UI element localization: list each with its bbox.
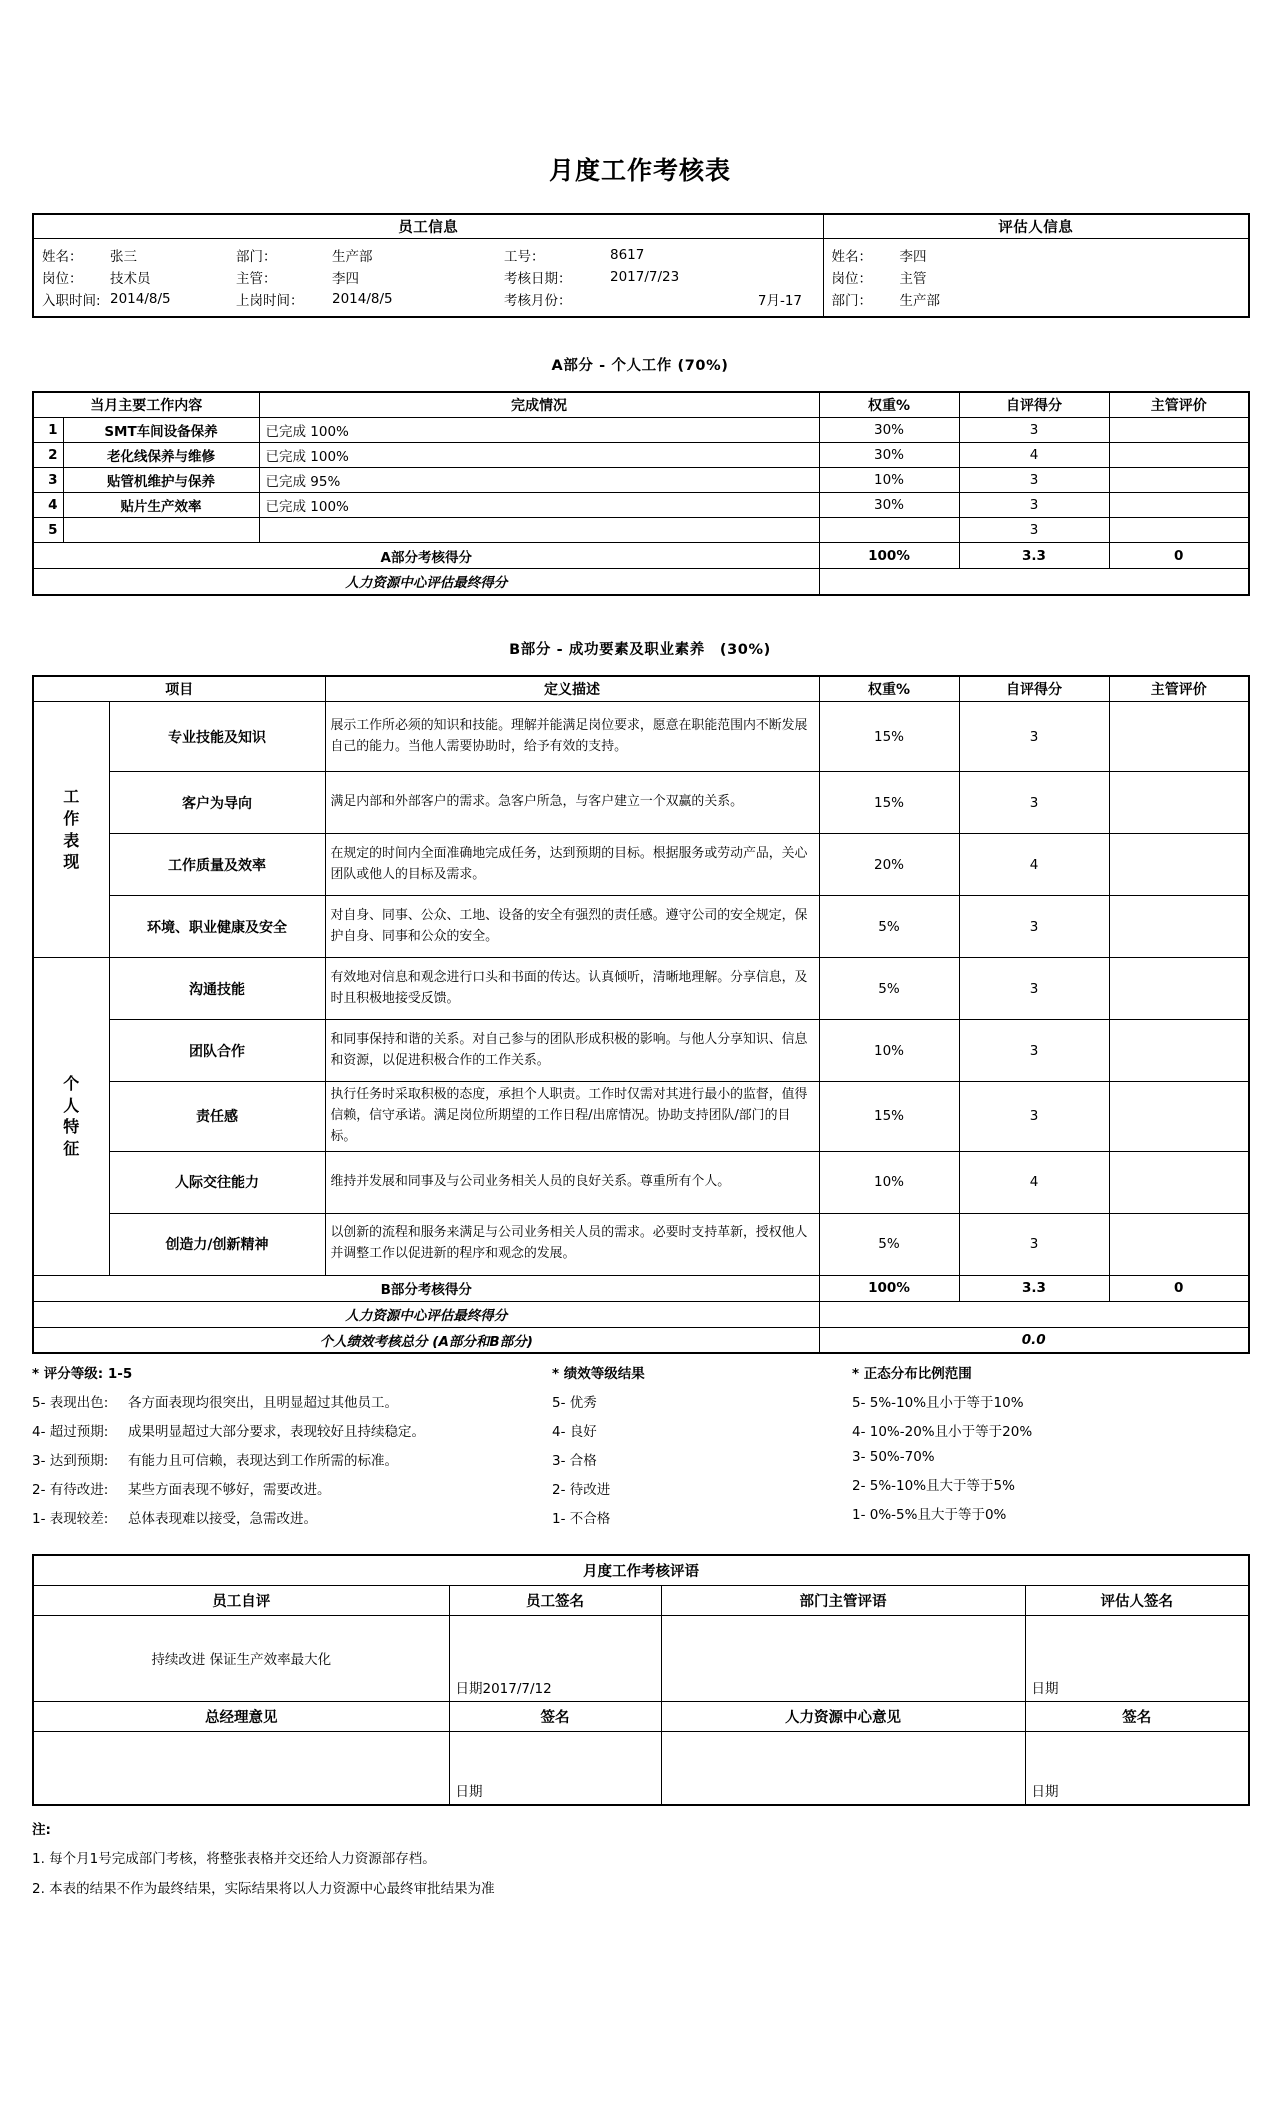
part-a-table	[32, 391, 1250, 596]
criterion-supervisor-score	[1109, 1213, 1249, 1275]
category-char: 人	[63, 1095, 80, 1115]
task-self-score: 3	[959, 518, 1109, 543]
notes-block	[32, 1818, 1248, 1897]
part-b-hr-label: 人力资源中心评估最终得分	[33, 1301, 819, 1327]
col-weight: 权重%	[819, 392, 959, 418]
task-self-score: 4	[959, 443, 1109, 468]
category-char: 征	[63, 1138, 80, 1158]
note-line: 1. 每个月1号完成部门考核，将整张表格并交还给人力资源部存档。	[32, 1851, 436, 1868]
evaluator-info-header: 评估人信息	[823, 214, 1249, 238]
dept-supervisor-comment-cell[interactable]	[661, 1615, 1025, 1701]
employee-name-label: 姓名：	[42, 248, 83, 265]
employee-name-value: 张三	[110, 248, 137, 265]
criterion-weight: 5%	[819, 896, 959, 958]
employee-id-label: 工号：	[504, 248, 545, 265]
col-definition: 定义描述	[325, 676, 819, 702]
info-table	[32, 213, 1250, 318]
evaluator-signature-cell[interactable]	[1025, 1615, 1249, 1701]
task-status: 已完成 100%	[259, 493, 819, 518]
task-status: 已完成 100%	[259, 418, 819, 443]
page-title: 月度工作考核表	[548, 156, 731, 185]
part-a-subtotal-label: A部分考核得分	[33, 543, 819, 569]
table-row	[33, 772, 1249, 834]
task-name: 贴管机维护与保养	[63, 468, 259, 493]
legend-scale-item	[32, 1391, 552, 1411]
part-a-header-row	[33, 392, 1249, 418]
part-b-header-row	[33, 676, 1249, 702]
criterion-weight: 5%	[819, 1213, 959, 1275]
employee-supervisor-label: 主管：	[236, 270, 277, 287]
signature-1-cell[interactable]	[449, 1731, 661, 1805]
legend-distribution-header: * 正态分布比例范围	[852, 1366, 972, 1383]
category-work-performance	[33, 702, 109, 958]
category-char: 表	[63, 830, 80, 850]
category-personal-traits	[33, 958, 109, 1276]
legend-scale-item	[32, 1449, 552, 1469]
comments-body-row-2	[33, 1731, 1249, 1805]
part-b-block	[32, 675, 1248, 1355]
col-item: 项目	[33, 676, 325, 702]
table-row	[33, 1151, 1249, 1213]
col-self-score: 自评得分	[959, 392, 1109, 418]
col-status: 完成情况	[259, 392, 819, 418]
criterion-description: 满足内部和外部客户的需求。急客户所急，与客户建立一个双赢的关系。	[325, 772, 819, 834]
task-status	[259, 518, 819, 543]
table-row	[33, 1020, 1249, 1082]
col-self-score: 自评得分	[959, 676, 1109, 702]
col-evaluator-signature: 评估人签名	[1025, 1585, 1249, 1615]
assessment-date-value: 2017/7/23	[610, 268, 680, 285]
criterion-supervisor-score	[1109, 1151, 1249, 1213]
evaluator-dept-label: 部门：	[831, 292, 872, 309]
criterion-weight: 10%	[819, 1020, 959, 1082]
table-row	[33, 1082, 1249, 1152]
part-a-subtotal-self: 3.3	[959, 543, 1109, 569]
col-work-content: 当月主要工作内容	[33, 392, 259, 418]
criterion-description: 在规定的时间内全面准确地完成任务，达到预期的目标。根据服务或劳动产品，关心团队或他人的目标及需求。	[325, 834, 819, 896]
evaluator-name-value: 李四	[899, 248, 927, 265]
legend-scale-key: 4- 超过预期:	[32, 1424, 109, 1441]
criterion-supervisor-score	[1109, 772, 1249, 834]
info-block	[32, 213, 1248, 318]
criterion-name: 沟通技能	[109, 958, 325, 1020]
legend-scale-desc: 某些方面表现不够好，需要改进。	[128, 1482, 331, 1499]
table-row	[33, 834, 1249, 896]
col-supervisor-score: 主管评价	[1109, 392, 1249, 418]
criterion-weight: 15%	[819, 1082, 959, 1152]
criterion-self-score: 4	[959, 834, 1109, 896]
criterion-supervisor-score	[1109, 1020, 1249, 1082]
employee-info-grid	[34, 244, 824, 310]
comments-title-row	[33, 1555, 1249, 1585]
legend-scale-desc: 有能力且可信赖，表现达到工作所需的标准。	[128, 1453, 398, 1470]
legend-grade-item: 1- 不合格	[552, 1511, 611, 1528]
legend-scale-column	[32, 1362, 552, 1536]
table-row	[33, 958, 1249, 1020]
task-self-score: 3	[959, 468, 1109, 493]
part-a-hr-label: 人力资源中心评估最终得分	[33, 569, 819, 595]
legend-scale-item	[32, 1478, 552, 1498]
self-eval-text[interactable]: 持续改进 保证生产效率最大化	[33, 1615, 449, 1701]
employee-info-body	[33, 238, 823, 317]
employee-info-header: 员工信息	[33, 214, 823, 238]
criterion-self-score: 3	[959, 1213, 1109, 1275]
employee-signature-date: 日期2017/7/12	[455, 1680, 552, 1697]
grand-total-row	[33, 1327, 1249, 1353]
legend-distribution-column	[852, 1362, 1248, 1536]
comments-body-row	[33, 1615, 1249, 1701]
legend-grade-item: 4- 良好	[552, 1424, 597, 1441]
table-row	[33, 493, 1249, 518]
criterion-supervisor-score	[1109, 958, 1249, 1020]
col-weight: 权重%	[819, 676, 959, 702]
legend-grade-item: 5- 优秀	[552, 1395, 597, 1412]
hr-opinion-cell[interactable]	[661, 1731, 1025, 1805]
part-b-subtotal-supervisor: 0	[1109, 1275, 1249, 1301]
task-weight: 30%	[819, 493, 959, 518]
hire-date-label: 入职时间:	[42, 292, 101, 309]
employee-info-row	[34, 266, 824, 288]
legend-scale-desc: 总体表现难以接受，急需改进。	[128, 1511, 317, 1528]
criterion-weight: 5%	[819, 958, 959, 1020]
criterion-description: 维持并发展和同事及与公司业务相关人员的良好关系。尊重所有个人。	[325, 1151, 819, 1213]
criterion-description: 执行任务时采取积极的态度，承担个人职责。工作时仅需对其进行最小的监督，值得信赖，信守承诺。满足岗位所期望的工作日程/出席情况。协助支持团队/部门的目标。	[325, 1082, 819, 1152]
part-a-subtotal-row	[33, 543, 1249, 569]
employee-position-label: 岗位：	[42, 270, 83, 287]
evaluator-position-value: 主管	[899, 270, 927, 287]
evaluator-signature-date: 日期	[1031, 1680, 1059, 1697]
criterion-weight: 15%	[819, 772, 959, 834]
criterion-self-score: 3	[959, 1082, 1109, 1152]
hire-date-value: 2014/8/5	[110, 290, 171, 307]
grand-total-value: 0.0	[819, 1327, 1249, 1353]
onboard-date-value: 2014/8/5	[332, 290, 393, 307]
col-hr-opinion: 人力资源中心意见	[661, 1701, 1025, 1731]
category-char: 现	[63, 852, 80, 872]
task-weight: 30%	[819, 443, 959, 468]
part-a-subtotal-supervisor: 0	[1109, 543, 1249, 569]
col-employee-signature: 员工签名	[449, 1585, 661, 1615]
comments-table	[32, 1554, 1250, 1806]
task-weight: 30%	[819, 418, 959, 443]
legend-scale-desc: 各方面表现均很突出，且明显超过其他员工。	[128, 1395, 398, 1412]
signature-2-date: 日期	[1031, 1784, 1059, 1801]
task-name	[63, 518, 259, 543]
criterion-supervisor-score	[1109, 896, 1249, 958]
criterion-name: 人际交往能力	[109, 1151, 325, 1213]
col-signature-1: 签名	[449, 1701, 661, 1731]
task-weight: 10%	[819, 468, 959, 493]
col-gm-opinion: 总经理意见	[33, 1701, 449, 1731]
task-supervisor-score	[1109, 468, 1249, 493]
signature-2-cell[interactable]	[1025, 1731, 1249, 1805]
task-name: 老化线保养与维修	[63, 443, 259, 468]
criterion-weight: 15%	[819, 702, 959, 772]
col-supervisor-score: 主管评价	[1109, 676, 1249, 702]
evaluator-info-body	[823, 238, 1249, 317]
criterion-name: 工作质量及效率	[109, 834, 325, 896]
legend-distribution-item: 5- 5%-10%且小于等于10%	[852, 1395, 1024, 1412]
table-row	[33, 443, 1249, 468]
note-line: 2. 本表的结果不作为最终结果，实际结果将以人力资源中心最终审批结果为准	[32, 1881, 495, 1898]
category-char: 特	[63, 1117, 80, 1137]
signature-1-date: 日期	[455, 1784, 483, 1801]
criterion-supervisor-score	[1109, 702, 1249, 772]
legend-distribution-item: 4- 10%-20%且小于等于20%	[852, 1424, 1033, 1441]
col-signature-2: 签名	[1025, 1701, 1249, 1731]
criterion-name: 客户为导向	[109, 772, 325, 834]
legend-grades-column	[552, 1362, 852, 1536]
part-a-hr-value	[819, 569, 1249, 595]
part-a-hr-row	[33, 569, 1249, 595]
criterion-self-score: 3	[959, 896, 1109, 958]
col-dept-supervisor-comment: 部门主管评语	[661, 1585, 1025, 1615]
criterion-name: 创造力/创新精神	[109, 1213, 325, 1275]
criterion-self-score: 4	[959, 1151, 1109, 1213]
evaluator-info-grid	[824, 244, 1250, 310]
criterion-description: 有效地对信息和观念进行口头和书面的传达。认真倾听，清晰地理解。分享信息，及时且积极地接受反馈。	[325, 958, 819, 1020]
table-row	[33, 418, 1249, 443]
employee-signature-cell[interactable]	[449, 1615, 661, 1701]
part-b-subtotal-label: B部分考核得分	[33, 1275, 819, 1301]
row-number: 3	[33, 468, 63, 493]
criterion-self-score: 3	[959, 958, 1109, 1020]
row-number: 2	[33, 443, 63, 468]
assessment-month-label: 考核月份：	[504, 292, 572, 309]
part-b-subtotal-self: 3.3	[959, 1275, 1109, 1301]
comments-header-row-2	[33, 1701, 1249, 1731]
part-a-title: A部分 - 个人工作 (70%)	[551, 357, 729, 374]
employee-id-value: 8617	[610, 246, 645, 263]
evaluator-info-row	[824, 266, 1250, 288]
table-row	[33, 702, 1249, 772]
evaluator-info-row	[824, 288, 1250, 310]
task-self-score: 3	[959, 418, 1109, 443]
task-supervisor-score	[1109, 418, 1249, 443]
legend-scale-item	[32, 1420, 552, 1440]
legend-grade-item: 3- 合格	[552, 1453, 597, 1470]
table-row	[33, 468, 1249, 493]
category-char: 个	[63, 1074, 80, 1094]
row-number: 5	[33, 518, 63, 543]
task-weight	[819, 518, 959, 543]
part-b-subtotal-weight: 100%	[819, 1275, 959, 1301]
employee-supervisor-value: 李四	[332, 270, 359, 287]
legend-scale-key: 3- 达到预期:	[32, 1453, 109, 1470]
criterion-weight: 20%	[819, 834, 959, 896]
employee-dept-value: 生产部	[332, 248, 373, 265]
legend-scale-header: * 评分等级: 1-5	[32, 1366, 133, 1383]
employee-dept-label: 部门：	[236, 248, 277, 265]
criterion-name: 团队合作	[109, 1020, 325, 1082]
task-status: 已完成 95%	[259, 468, 819, 493]
gm-opinion-cell[interactable]	[33, 1731, 449, 1805]
criterion-supervisor-score	[1109, 1082, 1249, 1152]
part-b-hr-value	[819, 1301, 1249, 1327]
category-char: 作	[63, 808, 80, 828]
criterion-weight: 10%	[819, 1151, 959, 1213]
criterion-name: 责任感	[109, 1082, 325, 1152]
assessment-month-value: 7月-17	[757, 292, 802, 309]
legend-scale-key: 2- 有待改进:	[32, 1482, 109, 1499]
table-row	[33, 896, 1249, 958]
criterion-self-score: 3	[959, 1020, 1109, 1082]
evaluator-info-row	[824, 244, 1250, 266]
part-a-subtotal-weight: 100%	[819, 543, 959, 569]
task-supervisor-score	[1109, 518, 1249, 543]
task-self-score: 3	[959, 493, 1109, 518]
table-row	[33, 518, 1249, 543]
criterion-description: 展示工作所必须的知识和技能。理解并能满足岗位要求，愿意在职能范围内不断发展自己的能力。当他人需要协助时，给予有效的支持。	[325, 702, 819, 772]
legend-grades-header: * 绩效等级结果	[552, 1366, 645, 1383]
grand-total-label: 个人绩效考核总分 (A部分和B部分)	[33, 1327, 819, 1353]
criterion-self-score: 3	[959, 772, 1109, 834]
comments-block	[32, 1554, 1248, 1806]
notes-header: 注:	[32, 1822, 51, 1839]
legend-scale-key: 5- 表现出色:	[32, 1395, 109, 1412]
criterion-description: 以创新的流程和服务来满足与公司业务相关人员的需求。必要时支持革新，授权他人并调整工作以促进新的程序和观念的发展。	[325, 1213, 819, 1275]
part-a-block	[32, 391, 1248, 596]
category-char: 工	[63, 787, 80, 807]
task-supervisor-score	[1109, 493, 1249, 518]
criterion-supervisor-score	[1109, 834, 1249, 896]
legend-block	[32, 1362, 1248, 1536]
employee-position-value: 技术员	[110, 270, 151, 287]
task-supervisor-score	[1109, 443, 1249, 468]
evaluator-name-label: 姓名：	[831, 248, 872, 265]
criterion-name: 环境、职业健康及安全	[109, 896, 325, 958]
employee-info-row	[34, 244, 824, 266]
criterion-description: 和同事保持和谐的关系。对自己参与的团队形成积极的影响。与他人分享知识、信息和资源，以促进积极合作的工作关系。	[325, 1020, 819, 1082]
row-number: 4	[33, 493, 63, 518]
onboard-date-label: 上岗时间：	[236, 292, 304, 309]
evaluator-position-label: 岗位：	[831, 270, 872, 287]
legend-scale-desc: 成果明显超过大部分要求，表现较好且持续稳定。	[128, 1424, 425, 1441]
legend-grade-item: 2- 待改进	[552, 1482, 611, 1499]
criterion-name: 专业技能及知识	[109, 702, 325, 772]
part-b-hr-row	[33, 1301, 1249, 1327]
legend-scale-item	[32, 1507, 552, 1527]
table-row	[33, 1213, 1249, 1275]
assessment-date-label: 考核日期：	[504, 270, 572, 287]
task-name: SMT车间设备保养	[63, 418, 259, 443]
legend-scale-key: 1- 表现较差:	[32, 1511, 109, 1528]
task-status: 已完成 100%	[259, 443, 819, 468]
task-name: 贴片生产效率	[63, 493, 259, 518]
criterion-description: 对自身、同事、公众、工地、设备的安全有强烈的责任感。遵守公司的安全规定，保护自身、同事和公众的安全。	[325, 896, 819, 958]
comments-title: 月度工作考核评语	[33, 1555, 1249, 1585]
legend-distribution-item: 1- 0%-5%且大于等于0%	[852, 1507, 1007, 1524]
legend-distribution-item: 2- 5%-10%且大于等于5%	[852, 1478, 1015, 1495]
row-number: 1	[33, 418, 63, 443]
part-b-title: B部分 - 成功要素及职业素养 (30%)	[509, 641, 771, 658]
comments-header-row	[33, 1585, 1249, 1615]
criterion-self-score: 3	[959, 702, 1109, 772]
legend-distribution-item: 3- 50%-70%	[852, 1449, 935, 1466]
col-self-eval: 员工自评	[33, 1585, 449, 1615]
employee-info-row	[34, 288, 824, 310]
part-b-table	[32, 675, 1250, 1355]
evaluator-dept-value: 生产部	[899, 292, 940, 309]
part-b-subtotal-row	[33, 1275, 1249, 1301]
